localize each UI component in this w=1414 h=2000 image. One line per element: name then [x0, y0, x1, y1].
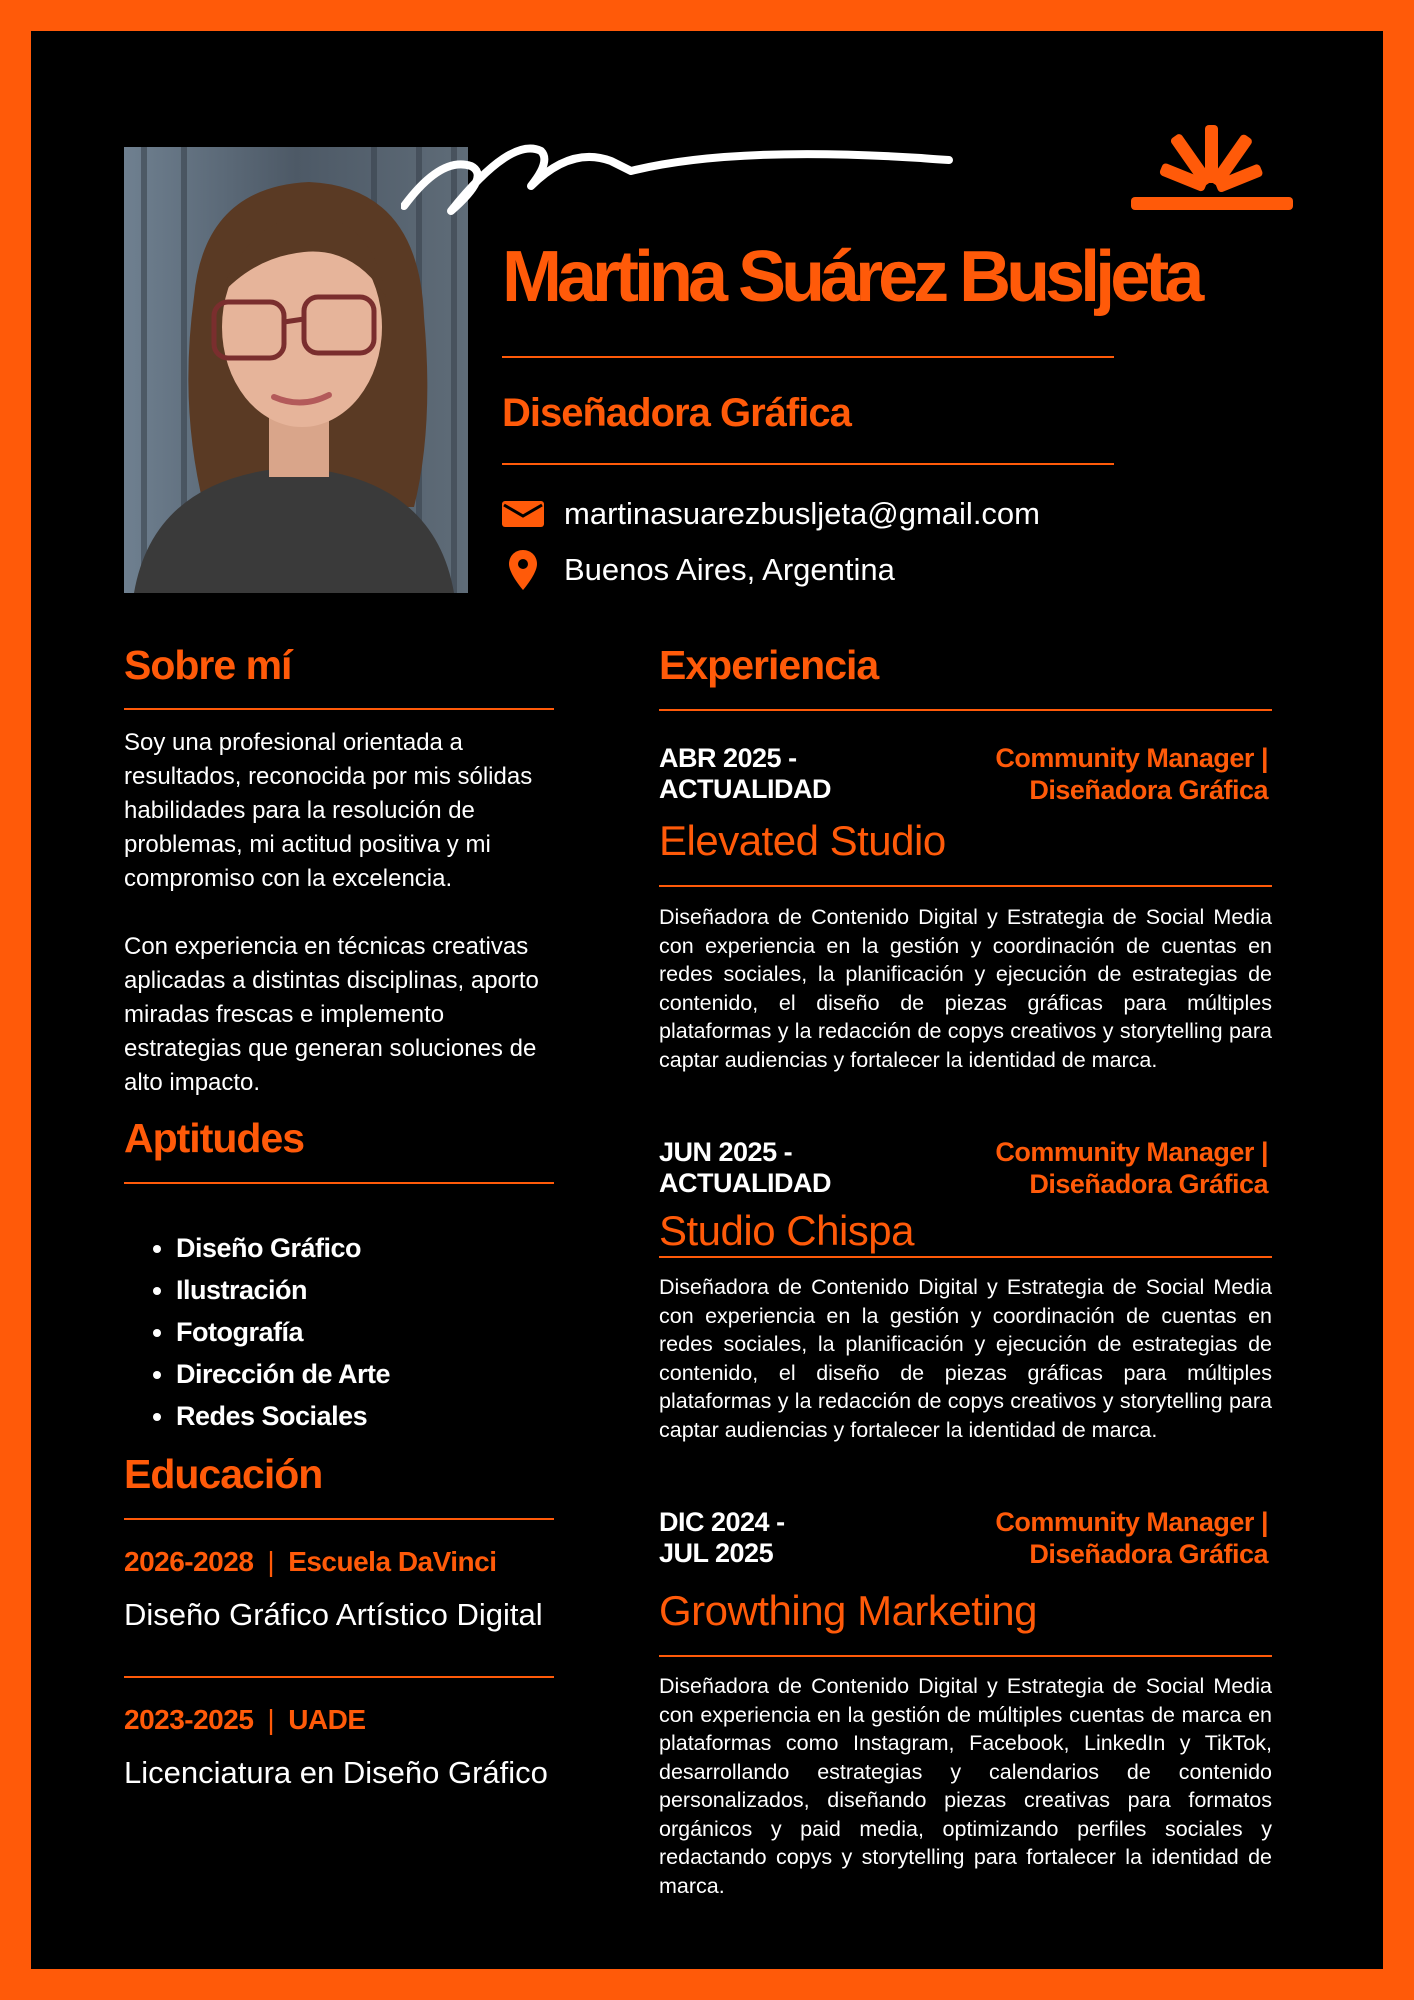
job-date-start: JUN 2025 -	[659, 1137, 793, 1167]
education-years: 2023-2025	[124, 1704, 254, 1735]
map-pin-icon	[502, 550, 544, 590]
job-date	[659, 1507, 785, 1569]
list-item: • Ilustración	[176, 1269, 390, 1311]
list-item: • Fotografía	[176, 1311, 390, 1353]
job-role	[911, 1506, 1268, 1570]
job-role-line: Community Manager |	[995, 1507, 1268, 1537]
education-degree: Diseño Gráfico Artístico Digital	[124, 1597, 543, 1632]
candidate-name: Martina Suárez Busljeta	[502, 237, 1200, 317]
job-date-end: ACTUALIDAD	[659, 1168, 831, 1198]
separator: |	[267, 1704, 275, 1735]
job-title: Diseñadora Gráfica	[502, 391, 851, 435]
contact-location	[502, 550, 895, 590]
experience-heading: Experiencia	[659, 642, 879, 688]
education-heading: Educación	[124, 1451, 323, 1497]
skills-heading: Aptitudes	[124, 1115, 305, 1161]
job-role	[911, 1136, 1268, 1200]
job-date-start: DIC 2024 -	[659, 1507, 785, 1537]
job-role-line: Diseñadora Gráfica	[1029, 1169, 1268, 1199]
header-divider	[502, 356, 1114, 358]
education-divider	[124, 1518, 554, 1520]
job-date	[659, 1137, 831, 1199]
list-item: • Diseño Gráfico	[176, 1227, 390, 1269]
separator: |	[267, 1546, 275, 1577]
about-paragraph-1: Soy una profesional orientada a resultados, reconocida por mis sólidas habilidades para la resolución de problemas, mi actitud positiva y mi compromiso con la excelencia.	[124, 729, 533, 892]
job-divider	[659, 1655, 1272, 1657]
education-divider	[124, 1676, 554, 1678]
education-school: Escuela DaVinci	[288, 1546, 497, 1577]
header-divider	[502, 463, 1114, 465]
job-divider	[659, 1256, 1272, 1258]
about-heading: Sobre mí	[124, 642, 292, 688]
contact-email	[502, 496, 1040, 532]
job-company: Growthing Marketing	[659, 1587, 1037, 1634]
experience-divider	[659, 709, 1272, 711]
job-date-end: ACTUALIDAD	[659, 774, 831, 804]
education-entry-header	[124, 1704, 366, 1736]
location-text: Buenos Aires, Argentina	[564, 552, 895, 587]
job-role-line: Diseñadora Gráfica	[1029, 775, 1268, 805]
sunburst-icon	[1131, 123, 1293, 211]
job-role	[911, 742, 1268, 806]
job-company: Elevated Studio	[659, 817, 946, 864]
job-role-line: Community Manager |	[995, 743, 1268, 773]
about-paragraph-2: Con experiencia en técnicas creativas aplicadas a distintas disciplinas, aporto miradas frescas e implemento estrategias que generan soluciones de alto impacto.	[124, 933, 539, 1096]
skills-list	[124, 1227, 390, 1437]
resume-page	[31, 31, 1383, 1969]
job-date	[659, 743, 831, 805]
email-text[interactable]: martinasuarezbusljeta@gmail.com	[564, 496, 1040, 531]
envelope-icon	[502, 501, 544, 527]
job-divider	[659, 885, 1272, 887]
education-years: 2026-2028	[124, 1546, 254, 1577]
job-role-line: Diseñadora Gráfica	[1029, 1539, 1268, 1569]
list-item: • Dirección de Arte	[176, 1353, 390, 1395]
job-role-line: Community Manager |	[995, 1137, 1268, 1167]
job-description: Diseñadora de Contenido Digital y Estrategia de Social Media con experiencia en la gestión de múltiples cuentas de marca en plataformas como Instagram, Facebook, LinkedIn y TikTok, desarrollando estrategias y calendarios de contenido personalizados, diseñando piezas creativas para formatos orgánicos y paid media, optimizando perfiles sociales y redactando copys y storytelling para fortalecer la identidad de marca.	[659, 1674, 1272, 1898]
job-date-end: JUL 2025	[659, 1538, 774, 1568]
job-company: Studio Chispa	[659, 1207, 914, 1254]
about-divider	[124, 708, 554, 710]
education-school: UADE	[288, 1704, 366, 1735]
job-date-start: ABR 2025 -	[659, 743, 797, 773]
skills-divider	[124, 1182, 554, 1184]
list-item: • Redes Sociales	[176, 1395, 390, 1437]
education-degree: Licenciatura en Diseño Gráfico	[124, 1755, 548, 1790]
job-description: Diseñadora de Contenido Digital y Estrategia de Social Media con experiencia en la gestión y coordinación de cuentas en redes sociales, la planificación y ejecución de estrategias de contenido, el diseño de piezas gráficas para múltiples plataformas y la redacción de copys creativos y storytelling para captar audiencias y fortalecer la identidad de marca.	[659, 1275, 1272, 1442]
education-entry-header	[124, 1546, 497, 1578]
scribble-decoration	[401, 116, 961, 226]
job-description: Diseñadora de Contenido Digital y Estrategia de Social Media con experiencia en la gestión y coordinación de cuentas en redes sociales, la planificación y ejecución de estrategias de contenido, el diseño de piezas gráficas para múltiples plataformas y la redacción de copys creativos y storytelling para captar audiencias y fortalecer la identidad de marca.	[659, 905, 1272, 1072]
